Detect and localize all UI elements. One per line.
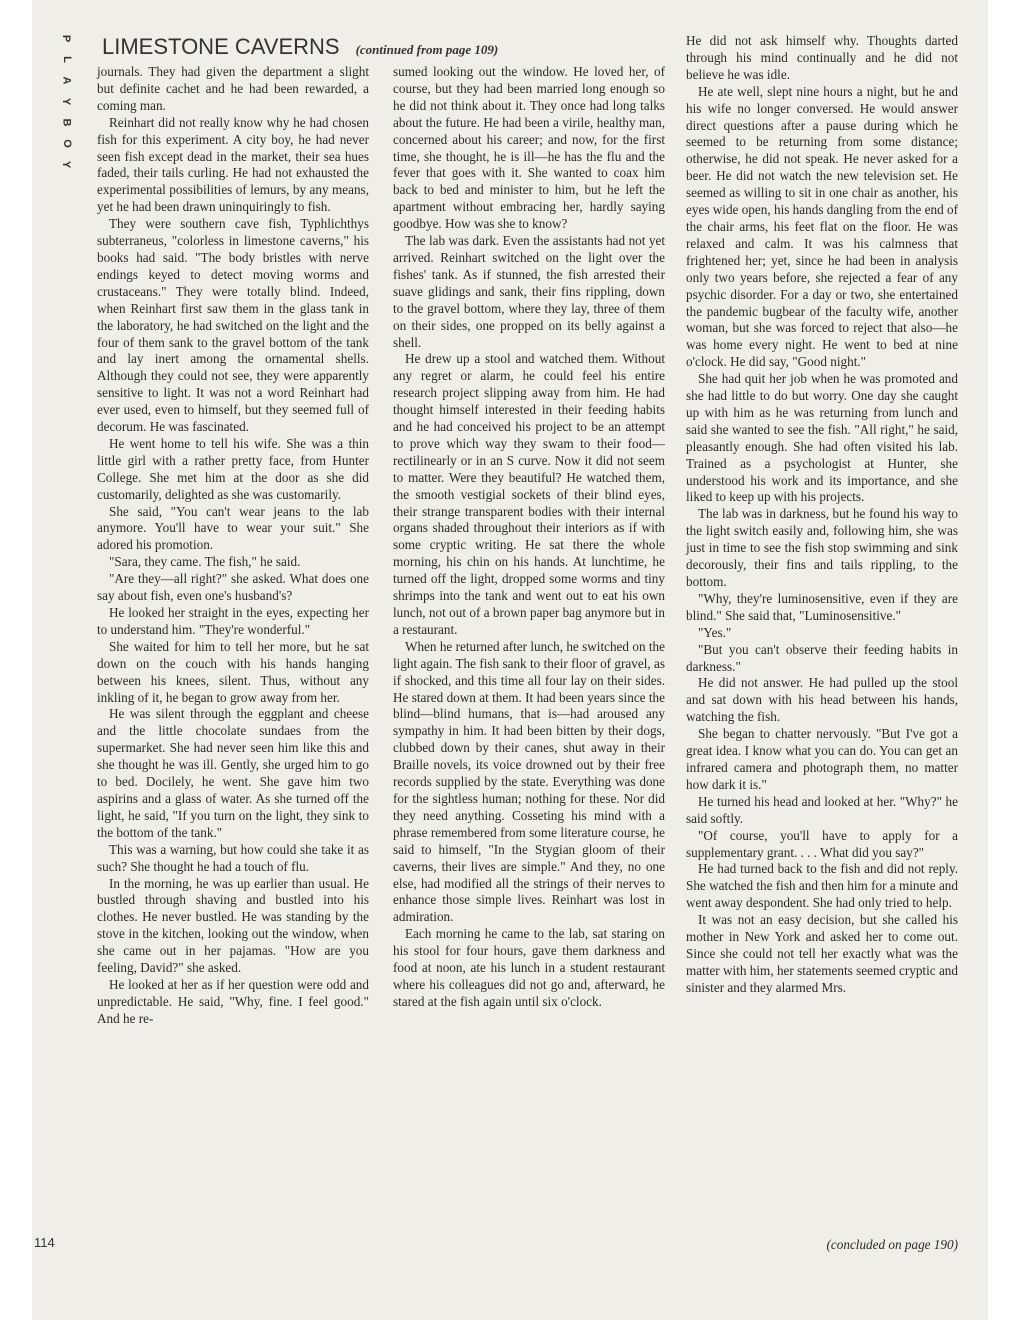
text-column-2 <box>393 64 665 1011</box>
logo-letter: A <box>60 76 73 85</box>
paragraph: Each morning he came to the lab, sat staring on his stool for four hours, gave them darkness and food at noon, ate his lunch in a student restaurant where his colleagues did not go and, afterward, he stared at the fish again until six o'clock. <box>393 926 665 1009</box>
paragraph: "Yes." <box>698 624 732 640</box>
paragraph: He did not answer. He had pulled up the stool and sat down with his head between his hands, watching the fish. <box>686 675 958 725</box>
paragraph: He looked at her as if her question were odd and unpredictable. He said, "Why, fine. I feel good." And he re- <box>97 976 369 1026</box>
paragraph: She waited for him to tell her more, but he sat down on the couch with his hands hanging between his knees, silent. Thus, without any inkling of it, he began to grow away from her. <box>97 638 369 705</box>
paragraph: She said, "You can't wear jeans to the lab anymore. You'll have to wear your suit." She adored his promotion. <box>97 503 369 553</box>
paragraph: He ate well, slept nine hours a night, but he and his wife no longer conversed. He would answer direct questions after a pause during which he seemed to be returning from some distance; otherwise, he did not speak. He never asked for a beer. He did not watch the new television set. He seemed as willing to sit in one chair as another, his eyes wide open, his hands dangling from the end of the chair arms, his feet flat on the floor. He was relaxed and calm. It was his calmness that frightened her; yet, since he had been in analysis only two years before, she rejected a fear of any psychic disorder. For a day or two, she entertained the pandemic bugbear of the faculty wife, another woman, but she was forced to reject that also—he was home every night. He went to bed at nine o'clock. He did say, "Good night." <box>686 83 958 370</box>
paragraph: In the morning, he was up earlier than usual. He bustled through shaving and bustled into his clothes. He never bustled. He was standing by the stove in the kitchen, looking out the window, when she came out in her pajamas. "How are you feeling, David?" she asked. <box>97 875 369 976</box>
paragraph: Reinhart did not really know why he had chosen fish for this experiment. A city boy, he had never seen fish except dead in the market, their sea hues faded, their tails curling. He had not exhausted the experimental possibilities of lemurs, by any means, yet he had been drawn uninquiringly to fish. <box>97 114 369 215</box>
paragraph: He did not ask himself why. Thoughts darted through his mind continually and he did not believe he was idle. <box>686 33 958 82</box>
logo-letter: O <box>60 139 73 148</box>
paragraph: She had quit her job when he was promoted and she had little to do but worry. One day she caught up with him as he was returning from lunch and said she wanted to see the fish. "All right," he said, pleasantly enough. She had often visited his lab. Trained as a psychologist at Hunter, she understood his work and its importance, and she liked to keep up with his projects. <box>686 371 958 505</box>
concluded-note: (concluded on page 190) <box>826 1237 958 1252</box>
paragraph: They were southern cave fish, Typhlichthys subterraneus, "colorless in limestone caverns," his books had said. "The body bristles with nerve endings keyed to detect moving worms and crustaceans." They were totally blind. Indeed, when Reinhart first saw them in the glass tank in the laboratory, he had switched on the light and the four of them sank to the gravel bottom of the tank and lay inert among the ornamental shells. Although they could not see, they were apparently sensitive to light. It was not a word Reinhart had ever used, even to himself, but they seemed full of decorum. He was fascinated. <box>97 216 369 435</box>
logo-letter: Y <box>60 160 73 169</box>
paragraph: The lab was dark. Even the assistants had not yet arrived. Reinhart switched on the light over the fishes' tank. As if stunned, the fish arrested their suave glidings and sank, their fins rippling, down to the gravel bottom, where they lay, three of them on their sides, one propped on its belly against a shell. <box>393 233 665 350</box>
paragraph: "Why, they're luminosensitive, even if they are blind." She said that, "Luminosensitive." <box>686 590 958 623</box>
paragraph: He looked her straight in the eyes, expecting her to understand him. "They're wonderful." <box>97 605 369 637</box>
logo-letter: B <box>60 118 73 127</box>
page-number: 114 <box>34 1235 55 1250</box>
paragraph: "Are they—all right?" she asked. What does one say about fish, even one's husband's? <box>97 571 369 604</box>
logo-letter: Y <box>60 97 73 106</box>
article-title: LIMESTONE CAVERNS <box>102 34 340 59</box>
paragraph: He was silent through the eggplant and cheese and the little chocolate sundaes from the supermarket. She had never seen him like this and she thought he was ill. Gently, she urged him to go to bed. Docilely, he went. She gave him two aspirins and a glass of water. As she turned off the light, he said, "If you turn on the light, they sink to the bottom of the tank." <box>97 706 369 840</box>
paragraph: The lab was in darkness, but he found his way to the light switch easily and, following him, she was just in time to see the fish stop swimming and sink decorously, their fins and tails rippling, to the bottom. <box>686 506 958 589</box>
magazine-vertical-logo <box>52 28 80 175</box>
paragraph: It was not an easy decision, but she called his mother in New York and asked her to come out. Since she could not tell her exactly what was the matter with him, her statements seemed cryptic and sinister and they alarmed Mrs. <box>686 912 958 995</box>
paragraph: sumed looking out the window. He loved her, of course, but they had been married long enough so he did not think about it. They once had long talks about the future. He had been a virile, healthy man, concerned about his career; and now, for the first time, she thought, he is ill—he has the flu and the fever that goes with it. She wanted to coax him back to bed and minister to him, but he left the apartment without embracing her, hardly saying goodbye. How was she to know? <box>393 64 665 232</box>
paragraph: He had turned back to the fish and did not reply. She watched the fish and then him for a minute and went away despondent. She had only tried to help. <box>686 861 958 911</box>
paragraph: He went home to tell his wife. She was a thin little girl with a rather pretty face, from Hunter College. She met him at the door as she did customarily, delighted as she was customarily. <box>97 435 369 502</box>
paragraph: When he returned after lunch, he switched on the light again. The fish sank to their floor of gravel, as if shocked, and this time all four lay on their sides. He stared down at them. It had been years since the blind—blind humans, that is—had aroused any sympathy in him. It had been bitten by their dogs, clubbed down by their canes, shut away in their Braille novels, its voice drowned out by their free records supplied by the state. Everything was done for the sightless human; nothing for these. Nor did they need anything. Cosseting his mind with a phrase remembered from some literature course, he said to himself, "In the Stygian gloom of their caverns, their lives are simple." And they, no one else, had modified all the strings of their nerves to enhance those simple lives. Reinhart was lost in admiration. <box>393 638 665 925</box>
text-column-1 <box>97 64 369 1028</box>
text-column-3 <box>686 33 958 997</box>
paragraph: "Sara, they came. The fish," he said. <box>109 554 301 570</box>
paragraph: "Of course, you'll have to apply for a supplementary grant. . . . What did you say?" <box>686 827 958 860</box>
logo-letter: P <box>60 34 73 43</box>
paragraph: This was a warning, but how could she take it as such? She thought he had a touch of flu. <box>97 841 369 874</box>
paragraph: He turned his head and looked at her. "Why?" he said softly. <box>686 793 958 826</box>
article-header <box>102 34 682 62</box>
paragraph: She began to chatter nervously. "But I've got a great idea. I know what you can do. You can get an infrared camera and photograph them, no matter how dark it is." <box>686 726 958 792</box>
paragraph: "But you can't observe their feeding habits in darkness." <box>686 641 958 674</box>
logo-letter: L <box>60 56 73 63</box>
paragraph: He drew up a stool and watched them. Without any regret or alarm, he could feel his entire research project slipping away from him. He had thought himself interested in their feeding habits and he had conceived his project to be an attempt to prove which way they swam to their food—rectilinearly or in an S curve. Now it did not seem to matter. Were they beautiful? He watched them, the smooth vestigial sockets of their blind eyes, their strange transparent bodies with their internal organs shaded throughout their interiors as if with some cryptic writing. He sat there the whole morning, his chin on his hands. At lunchtime, he turned off the light, dropped some worms and tiny shrimps into the tank and went out to eat his own lunch, not out of a brown paper bag anymore but in a restaurant. <box>393 351 665 637</box>
paragraph: journals. They had given the department a slight but definite cachet and he had been rewarded, a coming man. <box>97 64 369 113</box>
continued-note: (continued from page 109) <box>355 42 499 57</box>
